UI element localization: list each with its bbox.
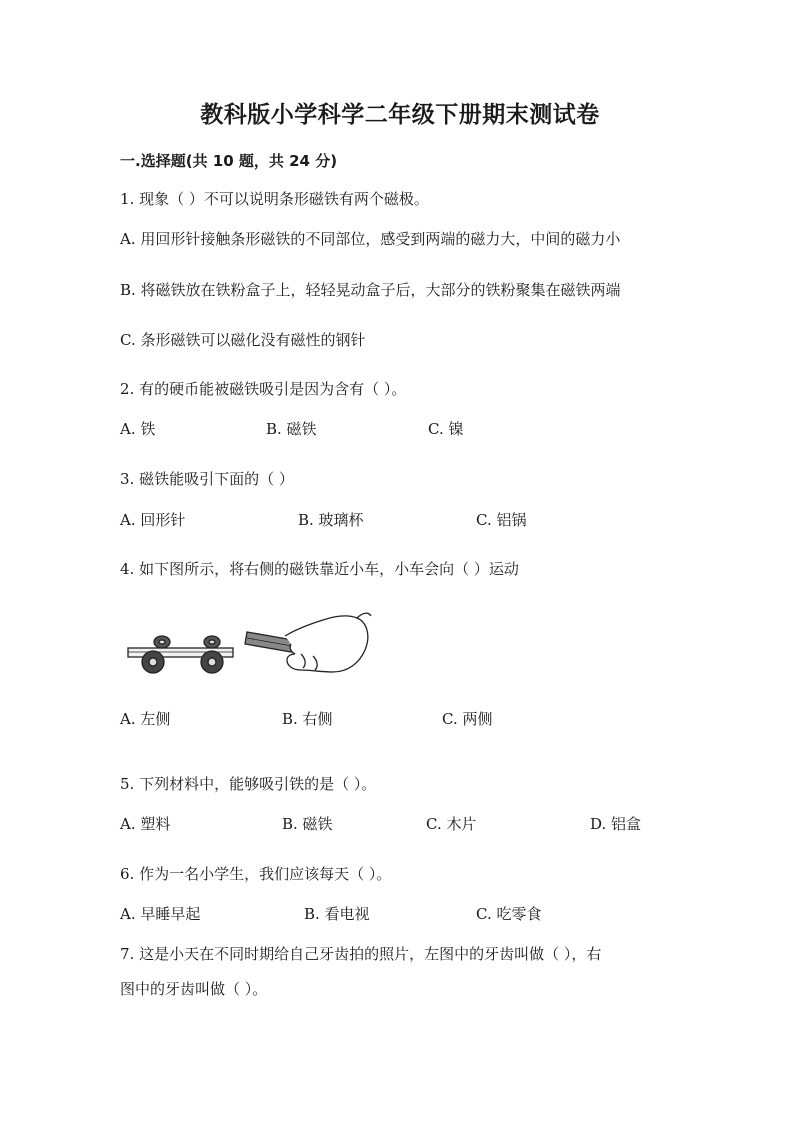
question-4-option-a: A. 左侧 [120,710,171,728]
toy-car-illustration [128,636,233,673]
hand-with-magnet-illustration [245,613,371,672]
question-2-option-c: C. 镍 [428,420,464,438]
section-heading: 一.选择题(共 10 题，共 24 分) [120,152,338,170]
question-3-option-b: B. 玻璃杯 [298,511,364,529]
question-1-stem: 1. 现象（ ）不可以说明条形磁铁有两个磁极。 [120,190,429,208]
question-5-option-b: B. 磁铁 [282,815,333,833]
question-5-option-c: C. 木片 [426,815,477,833]
question-3-option-a: A. 回形针 [120,511,186,529]
question-7-stem-line-2: 图中的牙齿叫做（ ）。 [120,980,268,998]
question-4-stem: 4. 如下图所示，将右侧的磁铁靠近小车，小车会向（ ）运动 [120,560,519,578]
question-6-option-c: C. 吃零食 [476,905,542,923]
question-4-option-b: B. 右侧 [282,710,333,728]
question-5-option-d: D. 铝盒 [590,815,642,833]
question-1-option-a: A. 用回形针接触条形磁铁的不同部位，感受到两端的磁力大，中间的磁力小 [120,230,621,248]
question-3-option-c: C. 铝锅 [476,511,527,529]
question-5-option-a: A. 塑料 [120,815,171,833]
question-1-option-b: B. 将磁铁放在铁粉盒子上，轻轻晃动盒子后，大部分的铁粉聚集在磁铁两端 [120,281,621,299]
car-magnet-figure [125,610,375,682]
question-2-option-b: B. 磁铁 [266,420,317,438]
question-1-option-c: C. 条形磁铁可以磁化没有磁性的钢针 [120,331,366,349]
question-6-option-a: A. 早睡早起 [120,905,201,923]
question-7-stem-line-1: 7. 这是小天在不同时期给自己牙齿拍的照片，左图中的牙齿叫做（ ），右 [120,945,602,963]
question-3-stem: 3. 磁铁能吸引下面的（ ） [120,470,294,488]
question-5-stem: 5. 下列材料中，能够吸引铁的是（ ）。 [120,775,377,793]
question-2-option-a: A. 铁 [120,420,156,438]
question-6-option-b: B. 看电视 [304,905,370,923]
question-2-stem: 2. 有的硬币能被磁铁吸引是因为含有（ ）。 [120,380,407,398]
question-4-option-c: C. 两侧 [442,710,493,728]
question-6-stem: 6. 作为一名小学生，我们应该每天（ ）。 [120,865,392,883]
page-title: 教科版小学科学二年级下册期末测试卷 [200,102,600,128]
